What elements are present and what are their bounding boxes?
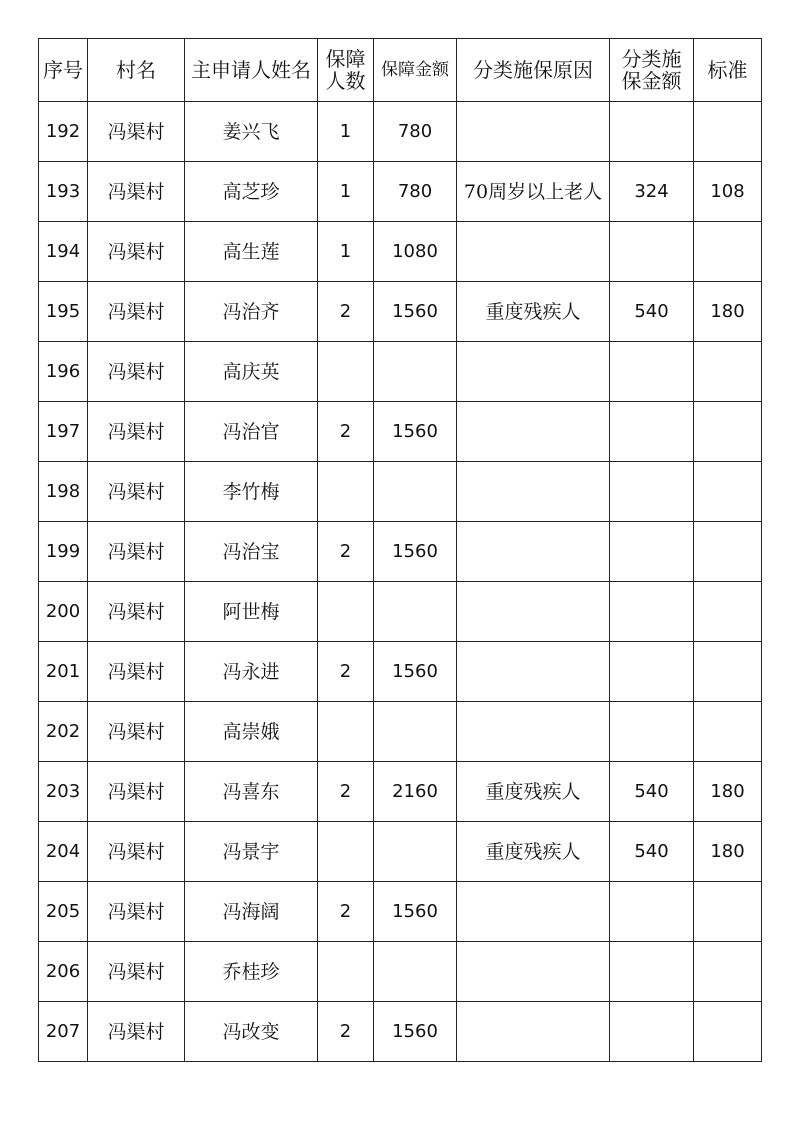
cell-amount [374,942,457,1002]
cell-standard: 180 [694,282,762,342]
cell-amount: 780 [374,102,457,162]
cell-amount: 780 [374,162,457,222]
cell-persons: 1 [318,222,374,282]
cell-applicant: 冯喜东 [185,762,318,822]
cell-reason: 重度残疾人 [457,822,610,882]
cell-village: 冯渠村 [88,882,185,942]
cell-applicant: 冯治官 [185,402,318,462]
cell-village: 冯渠村 [88,342,185,402]
table-row [39,282,762,342]
cell-reason [457,402,610,462]
cell-standard [694,942,762,1002]
cell-persons: 2 [318,522,374,582]
cell-persons [318,462,374,522]
cell-amount: 2160 [374,762,457,822]
cell-seq: 202 [39,702,88,762]
table-row [39,822,762,882]
cell-amount [374,462,457,522]
cell-standard: 180 [694,762,762,822]
cell-seq: 201 [39,642,88,702]
cell-applicant: 高崇娥 [185,702,318,762]
table-row [39,762,762,822]
cell-amount: 1560 [374,1002,457,1062]
table-row [39,162,762,222]
header-row [39,39,762,102]
cell-class-amount [610,522,694,582]
cell-class-amount [610,702,694,762]
table-row [39,582,762,642]
cell-class-amount: 540 [610,822,694,882]
cell-applicant: 冯海阔 [185,882,318,942]
cell-applicant: 李竹梅 [185,462,318,522]
cell-applicant: 乔桂珍 [185,942,318,1002]
cell-reason [457,642,610,702]
cell-standard [694,222,762,282]
cell-standard [694,402,762,462]
cell-standard: 108 [694,162,762,222]
cell-persons [318,942,374,1002]
table-row [39,402,762,462]
cell-class-amount [610,402,694,462]
cell-class-amount [610,462,694,522]
header-applicant: 主申请人姓名 [185,39,318,102]
cell-reason [457,342,610,402]
cell-applicant: 姜兴飞 [185,102,318,162]
cell-reason [457,942,610,1002]
cell-applicant: 冯景宇 [185,822,318,882]
table-row [39,942,762,1002]
cell-class-amount [610,342,694,402]
table-row [39,642,762,702]
cell-village: 冯渠村 [88,642,185,702]
cell-village: 冯渠村 [88,522,185,582]
table-row [39,1002,762,1062]
cell-seq: 206 [39,942,88,1002]
cell-applicant: 冯改变 [185,1002,318,1062]
cell-persons [318,822,374,882]
cell-reason [457,462,610,522]
table-row [39,462,762,522]
cell-persons [318,342,374,402]
cell-reason [457,882,610,942]
cell-village: 冯渠村 [88,102,185,162]
cell-village: 冯渠村 [88,942,185,1002]
cell-seq: 199 [39,522,88,582]
cell-applicant: 冯治齐 [185,282,318,342]
cell-standard [694,1002,762,1062]
cell-amount: 1560 [374,642,457,702]
cell-reason [457,702,610,762]
cell-reason [457,582,610,642]
cell-reason [457,1002,610,1062]
cell-standard [694,642,762,702]
cell-seq: 200 [39,582,88,642]
cell-amount [374,342,457,402]
cell-persons: 2 [318,402,374,462]
cell-class-amount [610,102,694,162]
cell-amount: 1560 [374,402,457,462]
cell-reason: 70周岁以上老人 [457,162,610,222]
cell-amount [374,582,457,642]
cell-seq: 197 [39,402,88,462]
cell-reason: 重度残疾人 [457,282,610,342]
table-row [39,102,762,162]
cell-class-amount [610,642,694,702]
cell-amount: 1080 [374,222,457,282]
cell-persons: 2 [318,1002,374,1062]
cell-seq: 198 [39,462,88,522]
cell-amount: 1560 [374,522,457,582]
cell-village: 冯渠村 [88,402,185,462]
cell-standard [694,462,762,522]
cell-applicant: 高庆英 [185,342,318,402]
cell-applicant: 高生莲 [185,222,318,282]
cell-village: 冯渠村 [88,162,185,222]
cell-seq: 195 [39,282,88,342]
cell-applicant: 冯永进 [185,642,318,702]
table-body [39,102,762,1062]
cell-amount [374,702,457,762]
cell-seq: 203 [39,762,88,822]
header-village: 村名 [88,39,185,102]
cell-seq: 205 [39,882,88,942]
cell-class-amount [610,1002,694,1062]
table-row [39,342,762,402]
cell-seq: 207 [39,1002,88,1062]
cell-reason: 重度残疾人 [457,762,610,822]
cell-seq: 193 [39,162,88,222]
header-standard: 标准 [694,39,762,102]
cell-persons: 2 [318,762,374,822]
cell-persons: 1 [318,102,374,162]
header-reason: 分类施保原因 [457,39,610,102]
cell-class-amount [610,942,694,1002]
header-persons: 保障人数 [318,39,374,102]
cell-amount: 1560 [374,882,457,942]
cell-seq: 194 [39,222,88,282]
cell-village: 冯渠村 [88,222,185,282]
cell-village: 冯渠村 [88,462,185,522]
cell-amount [374,822,457,882]
cell-applicant: 阿世梅 [185,582,318,642]
cell-amount: 1560 [374,282,457,342]
cell-persons: 2 [318,642,374,702]
cell-standard: 180 [694,822,762,882]
cell-village: 冯渠村 [88,282,185,342]
cell-seq: 192 [39,102,88,162]
header-seq: 序号 [39,39,88,102]
cell-standard [694,522,762,582]
cell-class-amount: 540 [610,762,694,822]
cell-standard [694,102,762,162]
cell-standard [694,582,762,642]
cell-reason [457,222,610,282]
cell-class-amount [610,582,694,642]
cell-village: 冯渠村 [88,762,185,822]
table-row [39,522,762,582]
header-class-amount: 分类施保金额 [610,39,694,102]
cell-village: 冯渠村 [88,1002,185,1062]
table-row [39,222,762,282]
table-row [39,882,762,942]
cell-class-amount: 540 [610,282,694,342]
cell-applicant: 高芝珍 [185,162,318,222]
cell-class-amount [610,882,694,942]
cell-seq: 196 [39,342,88,402]
cell-reason [457,522,610,582]
cell-reason [457,102,610,162]
cell-standard [694,702,762,762]
cell-persons: 2 [318,282,374,342]
table-row [39,702,762,762]
cell-persons: 1 [318,162,374,222]
cell-class-amount: 324 [610,162,694,222]
cell-persons: 2 [318,882,374,942]
cell-seq: 204 [39,822,88,882]
cell-persons [318,702,374,762]
cell-class-amount [610,222,694,282]
cell-standard [694,342,762,402]
allowance-table [38,38,762,1062]
cell-standard [694,882,762,942]
cell-applicant: 冯治宝 [185,522,318,582]
cell-persons [318,582,374,642]
header-amount: 保障金额 [374,39,457,102]
cell-village: 冯渠村 [88,702,185,762]
cell-village: 冯渠村 [88,582,185,642]
cell-village: 冯渠村 [88,822,185,882]
